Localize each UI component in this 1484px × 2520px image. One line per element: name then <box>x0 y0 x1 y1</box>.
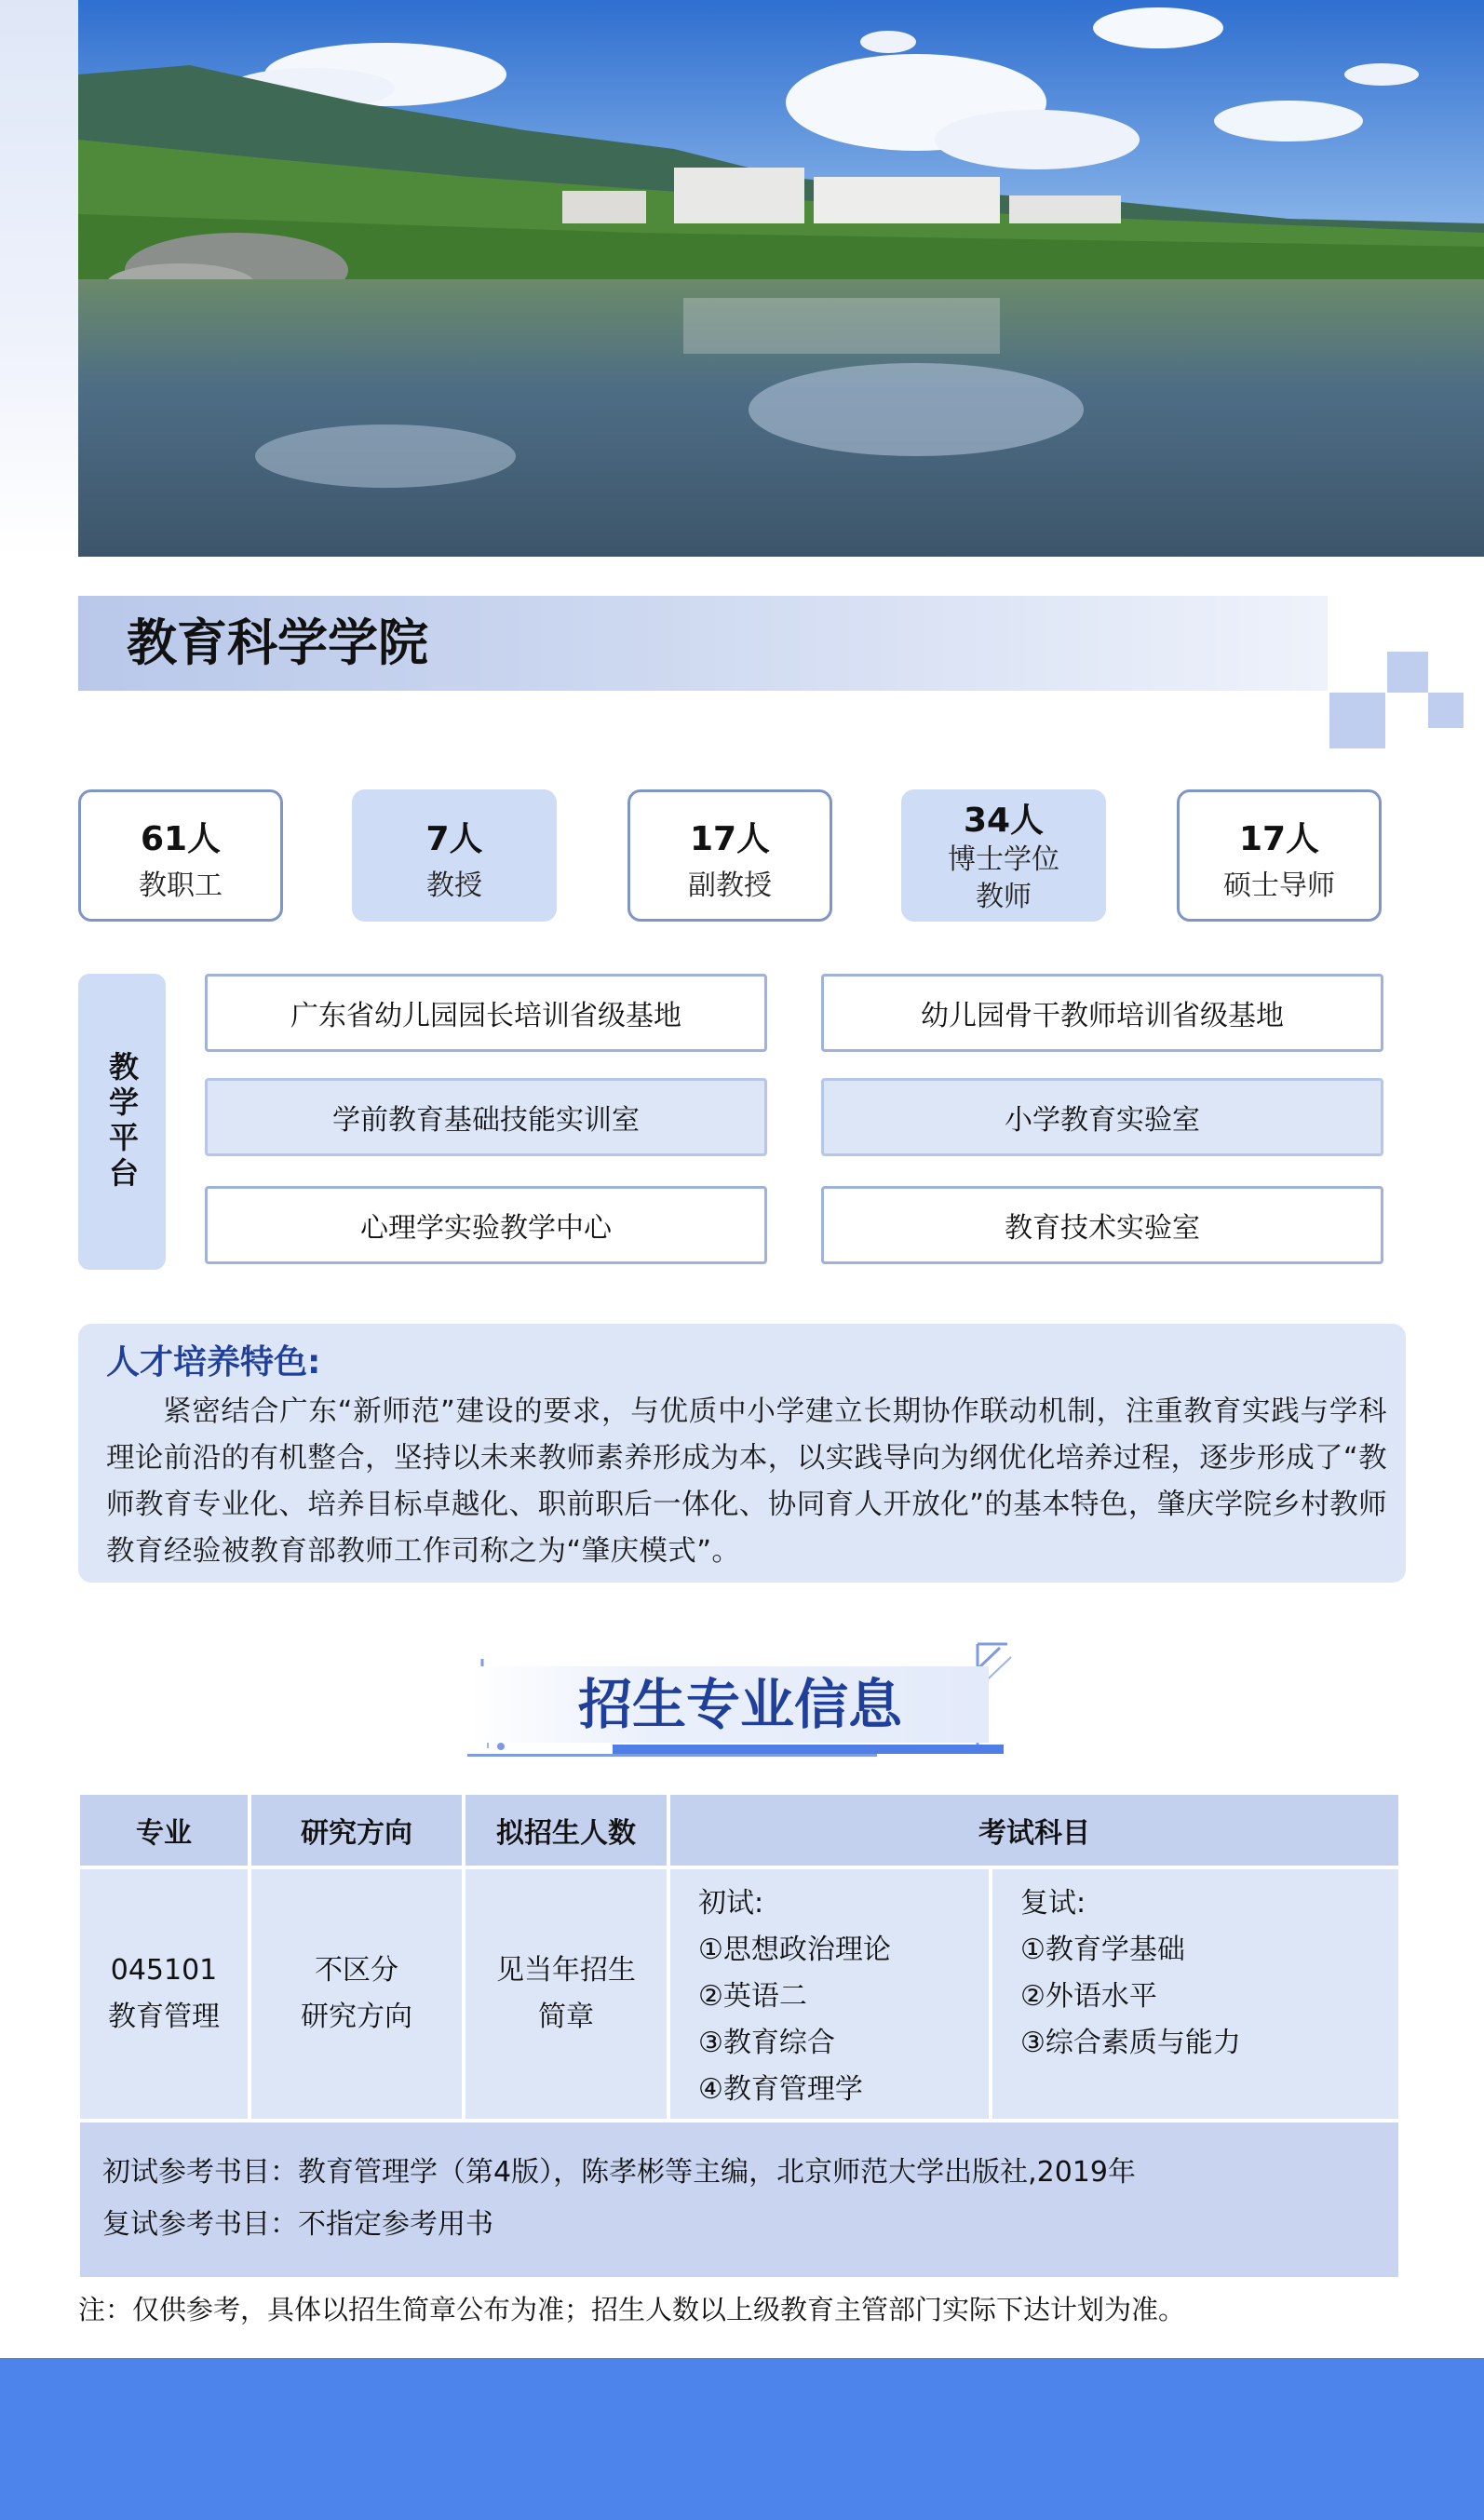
exam-subject: ①思想政治理论 <box>698 1934 891 1966</box>
hero-campus-photo <box>78 0 1484 557</box>
retest-subject: ③综合素质与能力 <box>1020 2027 1241 2059</box>
stat-card-professor <box>352 789 557 922</box>
platform-item: 广东省幼儿园园长培训省级基地 <box>205 974 767 1052</box>
heading-rule <box>467 1754 877 1757</box>
decor-square <box>1387 652 1428 693</box>
direction-text: 研究方向 <box>301 2001 412 2033</box>
left-gradient-strip <box>0 0 78 559</box>
reference-books-cell <box>80 2122 1398 2277</box>
enrollment-cell <box>465 1869 667 2119</box>
heading-underline <box>613 1745 1004 1754</box>
stat-label: 教职工 <box>139 869 223 902</box>
college-title: 教育科学学院 <box>127 613 428 672</box>
stat-value: 61人 <box>140 820 222 858</box>
retest-subject: ②外语水平 <box>1020 1980 1157 2013</box>
bottom-color-bar <box>0 2358 1484 2520</box>
exam-subject: ③教育综合 <box>698 2027 835 2059</box>
platform-item: 学前教育基础技能实训室 <box>205 1078 767 1156</box>
table-header: 考试科目 <box>670 1795 1398 1866</box>
platform-tab <box>78 974 166 1270</box>
preliminary-books: 初试参考书目：教育管理学（第4版），陈孝彬等主编，北京师范大学出版社,2019年 <box>102 2156 1136 2189</box>
stat-value: 17人 <box>1238 820 1320 858</box>
platform-item: 小学教育实验室 <box>821 1078 1383 1156</box>
retest-exam-cell <box>992 1869 1398 2119</box>
table-header: 研究方向 <box>251 1795 462 1866</box>
platform-item: 心理学实验教学中心 <box>205 1186 767 1264</box>
major-name: 教育管理 <box>108 2001 220 2033</box>
stat-label: 副教授 <box>688 869 772 902</box>
direction-cell <box>251 1869 462 2119</box>
retest-title: 复试: <box>1020 1887 1086 1920</box>
stat-value: 34人 <box>963 802 1045 840</box>
section-heading-text: 招生专业信息 <box>577 1673 902 1736</box>
platform-tab-label: 教学平台 <box>104 1051 140 1193</box>
stat-card-associate-professor <box>627 789 832 922</box>
major-code: 045101 <box>110 1954 218 1987</box>
preliminary-exam-cell <box>670 1869 989 2119</box>
stat-label: 博士学位 <box>948 843 1059 876</box>
training-feature-panel <box>78 1324 1406 1583</box>
decor-square <box>1428 693 1464 728</box>
admission-section-heading <box>456 1638 1024 1778</box>
stat-value: 7人 <box>425 820 483 858</box>
decor-square <box>1329 693 1385 748</box>
stat-card-phd-teachers <box>901 789 1106 922</box>
enrollment-text: 见当年招生 <box>496 1954 636 1987</box>
exam-subject: ④教育管理学 <box>698 2073 863 2106</box>
stat-card-master-supervisor <box>1177 789 1382 922</box>
feature-title: 人才培养特色: <box>106 1343 321 1381</box>
stat-label: 硕士导师 <box>1223 869 1335 902</box>
major-cell <box>80 1869 248 2119</box>
stat-label: 教授 <box>426 869 482 902</box>
platform-item: 教育技术实验室 <box>821 1186 1383 1264</box>
stat-label: 教师 <box>976 881 1032 913</box>
stat-value: 17人 <box>689 820 771 858</box>
retest-subject: ①教育学基础 <box>1020 1934 1185 1966</box>
footnote: 注：仅供参考，具体以招生简章公布为准；招生人数以上级教育主管部门实际下达计划为准。 <box>78 2294 1186 2325</box>
preliminary-title: 初试: <box>698 1887 764 1920</box>
platform-item: 幼儿园骨干教师培训省级基地 <box>821 974 1383 1052</box>
direction-text: 不区分 <box>315 1954 398 1987</box>
table-header: 专业 <box>80 1795 248 1866</box>
college-title-banner <box>78 596 1328 691</box>
enrollment-text: 简章 <box>538 2001 594 2033</box>
exam-subject: ②英语二 <box>698 1980 807 2013</box>
stat-card-staff <box>78 789 283 922</box>
table-header: 拟招生人数 <box>465 1795 667 1866</box>
admission-table <box>80 1795 1398 2277</box>
feature-body: 紧密结合广东“新师范”建设的要求，与优质中小学建立长期协作联动机制，注重教育实践与学科理论前沿的有机整合，坚持以未来教师素养形成为本，以实践导向为纲优化培养过程，逐步形成了“教师教育专业化、培养目标卓越化、职前职后一体化、协同育人开放化”的基本特色，肇庆学院乡村教师教育经验被教育部教师工作司称之为“肇庆模式”。 <box>106 1395 1387 1568</box>
retest-books: 复试参考书目：不指定参考用书 <box>102 2208 493 2241</box>
